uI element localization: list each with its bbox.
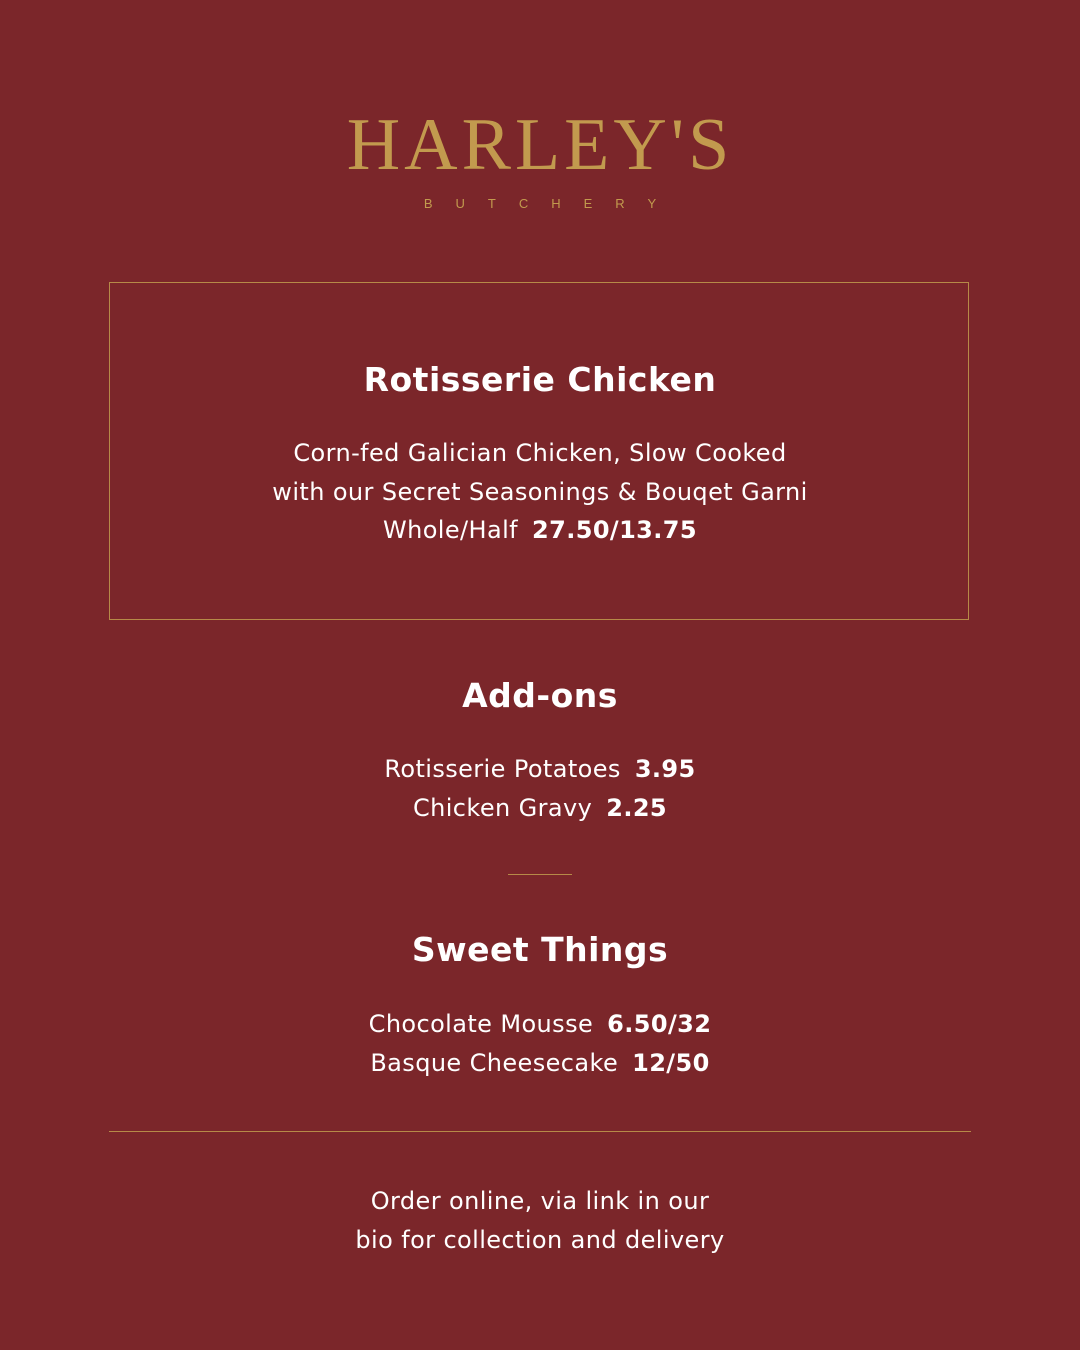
sweets-title: Sweet Things [411,930,669,969]
footer-note [0,1182,1080,1259]
addons-title: Add-ons [462,676,618,715]
menu-item-price: 12/50 [632,1048,710,1077]
brand-logo [0,104,1080,211]
feature-price: 27.50/13.75 [532,516,697,544]
footer-divider [109,1131,971,1132]
feature-size-label: Whole/Half [382,516,518,544]
section-divider [508,874,572,875]
brand-subtitle: BUTCHERY [423,196,680,211]
feature-description [0,434,1080,550]
menu-item-name: Rotisserie Potatoes [384,755,621,783]
brand-name: HARLEY'S [346,104,734,186]
menu-item-price: 3.95 [634,755,696,783]
footer-line: Order online, via link in our [370,1187,710,1215]
feature-description-line: with our Secret Seasonings & Bouqet Garni [272,477,808,506]
footer-line: bio for collection and delivery [355,1225,725,1254]
menu-item [0,1044,1080,1083]
feature-title: Rotisserie Chicken [363,360,717,399]
menu-item-name: Chicken Gravy [412,793,593,822]
menu-item-name: Chocolate Mousse [368,1010,594,1038]
sweets-list [0,1005,1080,1082]
feature-description-line: Corn-fed Galician Chicken, Slow Cooked [293,439,787,467]
feature-price-row [0,511,1080,550]
menu-item [0,1005,1080,1044]
menu-item [0,750,1080,789]
menu-item-price: 2.25 [606,793,668,822]
menu-item-price: 6.50/32 [607,1010,712,1038]
addons-list [0,750,1080,827]
menu-item [0,789,1080,828]
menu-item-name: Basque Cheesecake [370,1048,619,1077]
